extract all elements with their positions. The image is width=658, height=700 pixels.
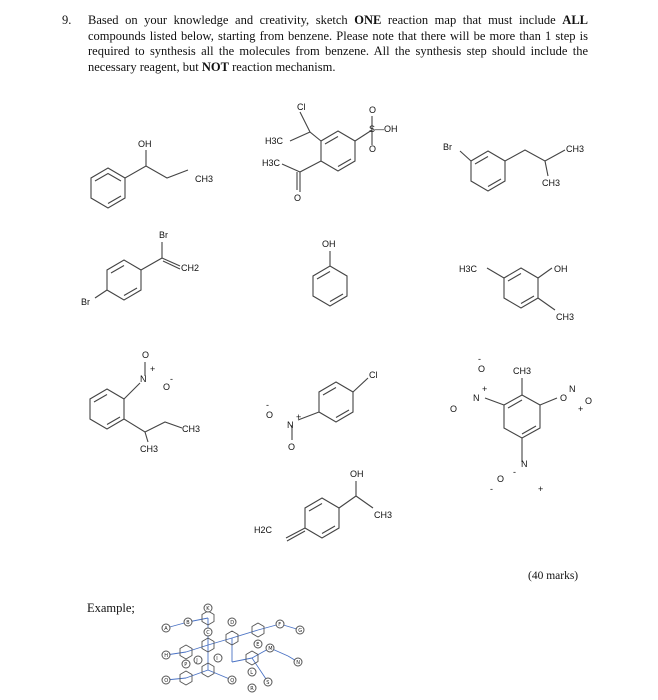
label-minus: - (266, 400, 269, 410)
label-ch3: CH3 (374, 510, 393, 520)
node-n: N (296, 659, 301, 666)
example-nodes (162, 604, 304, 692)
label-o-bottom: O (288, 442, 296, 452)
node-m: M (268, 645, 273, 652)
label-plus: + (296, 412, 302, 422)
label-plus-bottom: N (521, 459, 528, 469)
label-br: Br (443, 142, 452, 152)
label-o-bottom-left: - (490, 484, 493, 494)
node-i: I (216, 655, 218, 662)
compound-4 (81, 230, 199, 307)
node-b: B (186, 619, 190, 626)
label-h3c: H3C (459, 264, 478, 274)
node-c: C (206, 629, 210, 636)
question-text-part-3: compounds listed below, starting from benzene. Please note that there will be more than 1 step is required to synthesis all the molecules from benzene. All the synthesis step should include the necessary reagent, but (88, 28, 588, 74)
label-o-bottom-right: + (538, 484, 544, 494)
label-oh: OH (138, 139, 152, 149)
label-minus-bottom: O (497, 474, 505, 484)
label-o-right: + (578, 404, 584, 414)
example-reaction-map (148, 600, 328, 695)
label-n-left: N (473, 393, 480, 403)
question-text-part-1: Based on your knowledge and creativity, sketch (88, 13, 348, 27)
question-text-part-2: reaction map that must include (387, 13, 556, 27)
node-s: S (266, 679, 270, 686)
compound-7 (90, 350, 200, 454)
label-h3c-top: H3C (265, 136, 284, 146)
label-ch3: CH3 (195, 174, 214, 184)
label-n-bottom: - (513, 467, 516, 477)
label-plus-left: + (482, 384, 488, 394)
label-n-right: O (560, 393, 568, 403)
label-ch2: CH2 (181, 263, 200, 273)
compound-2 (262, 102, 398, 203)
label-cl: Cl (297, 102, 306, 112)
label-ch3: CH3 (513, 366, 532, 376)
node-e: E (256, 641, 260, 648)
label-plus: + (150, 364, 156, 374)
node-f: F (278, 621, 282, 628)
node-q: Q (230, 677, 235, 684)
node-g: G (298, 627, 303, 634)
label-o-right: O (163, 382, 171, 392)
label-s-oh: S—OH (369, 124, 398, 134)
label-n: N (287, 420, 294, 430)
example-label: Example; (87, 601, 135, 615)
node-r: R (250, 685, 254, 692)
question-number: 9. (62, 13, 72, 27)
side-chain (125, 166, 188, 178)
question-text-part-4: reaction mechanism. (232, 59, 336, 74)
label-ch3: CH3 (556, 312, 575, 322)
label-minus-right: O (585, 396, 593, 406)
label-n: N (140, 374, 147, 384)
compound-3 (443, 142, 584, 191)
label-cl: Cl (369, 370, 378, 380)
inner-ring-bonds (95, 174, 121, 182)
compound-10 (254, 469, 392, 541)
benzene-ring (504, 395, 540, 438)
marks-label: (40 marks) (528, 570, 579, 582)
emphasis-one: ONE (354, 13, 382, 27)
compound-1 (91, 139, 213, 208)
node-o: O (164, 677, 169, 684)
label-o-left-top: O (478, 364, 486, 374)
label-minus-left: - (478, 354, 481, 364)
compound-6 (459, 264, 574, 322)
node-l: L (250, 669, 254, 676)
label-ch3-2: CH3 (542, 178, 561, 188)
label-plus-right: N (569, 384, 576, 394)
label-o-top: O (142, 350, 150, 360)
node-d: D (230, 619, 235, 626)
label-ch3-bottom: CH3 (140, 444, 159, 454)
node-j: J (196, 657, 198, 664)
label-ch3-1: CH3 (566, 144, 585, 154)
compound-9 (450, 354, 592, 494)
label-oh: OH (554, 264, 568, 274)
label-o-left: O (266, 410, 274, 420)
label-h3c-bottom: H3C (262, 158, 281, 168)
label-o-top: O (369, 105, 377, 115)
node-a: A (164, 625, 168, 632)
node-h: H (164, 652, 169, 659)
compound-8 (266, 370, 378, 452)
label-oh: OH (322, 239, 336, 249)
node-k: K (206, 605, 210, 612)
label-h2c: H2C (254, 525, 273, 535)
label-ch3-right: CH3 (182, 424, 201, 434)
label-oh: OH (350, 469, 364, 479)
label-o-carbonyl: O (294, 193, 302, 203)
compound-5 (313, 239, 347, 306)
label-o-bottom: O (369, 144, 377, 154)
label-minus: - (170, 374, 173, 384)
emphasis-all: ALL (562, 13, 588, 27)
emphasis-not: NOT (201, 59, 229, 74)
label-o-left: O (450, 404, 458, 414)
label-br-left: Br (81, 297, 90, 307)
node-p: P (184, 661, 188, 668)
label-br-top: Br (159, 230, 168, 240)
